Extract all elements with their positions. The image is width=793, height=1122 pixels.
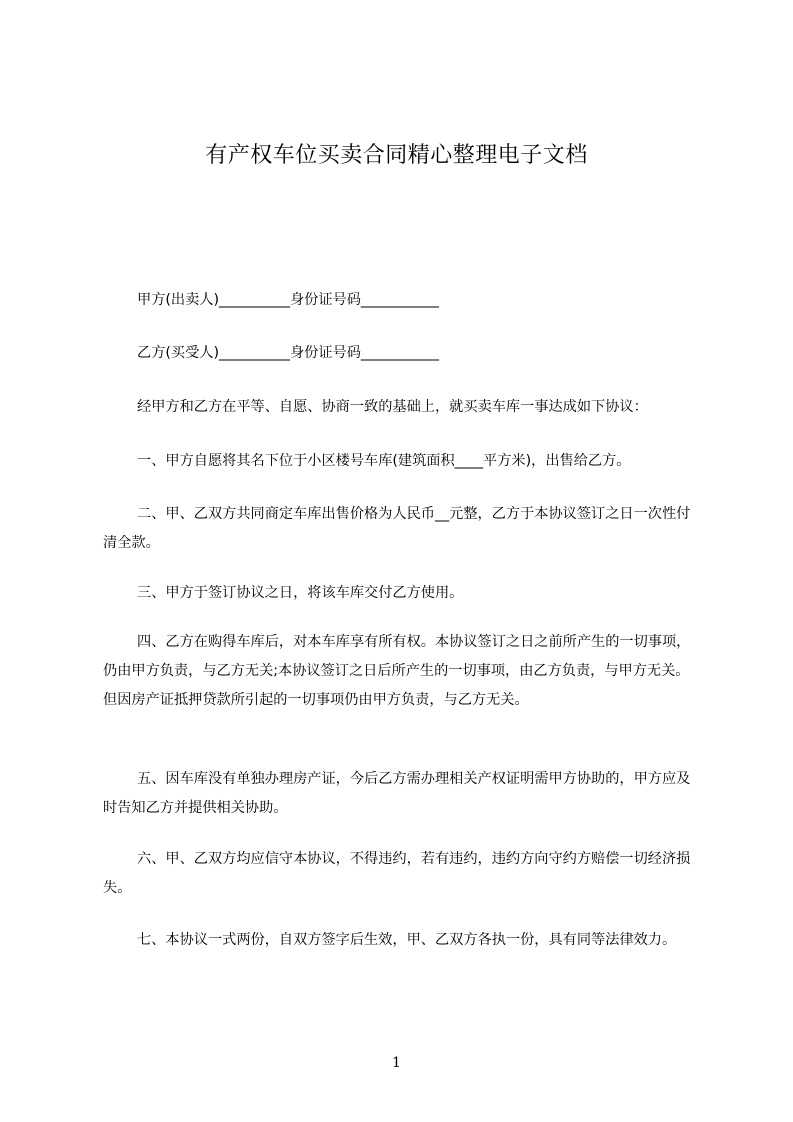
clause-7: 七、本协议一式两份，自双方签字后生效，甲、乙双方各执一份，具有同等法律效力。 bbox=[137, 932, 677, 948]
party-b-line: 乙方(买受人)__________身份证号码___________ bbox=[137, 345, 439, 361]
clause-1: 一、甲方自愿将其名下位于小区楼号车库(建筑面积____平方米)，出售给乙方。 bbox=[137, 453, 631, 469]
clause-3: 三、甲方于签订协议之日，将该车库交付乙方使用。 bbox=[137, 585, 464, 601]
page-number: 1 bbox=[392, 1055, 401, 1071]
document-title: 有产权车位买卖合同精心整理电子文档 bbox=[205, 143, 588, 168]
preamble-paragraph: 经甲方和乙方在平等、自愿、协商一致的基础上，就买卖车库一事达成如下协议： bbox=[137, 399, 648, 415]
clause-6: 六、甲、乙双方均应信守本协议，不得违约，若有违约，违约方向守约方赔偿一切经济损失。 bbox=[103, 851, 691, 896]
party-a-line: 甲方(出卖人)__________身份证号码___________ bbox=[137, 292, 439, 308]
clause-2: 二、甲、乙双方共同商定车库出售价格为人民币__元整，乙方于本协议签订之日一次性付清全款。 bbox=[103, 506, 691, 551]
clause-5: 五、因车库没有单独办理房产证，今后乙方需办理相关产权证明需甲方协助的，甲方应及时告知乙方并提供相关协助。 bbox=[103, 771, 691, 816]
clause-4: 四、乙方在购得车库后，对本车库享有所有权。本协议签订之日之前所产生的一切事项，仍由甲方负责，与乙方无关;本协议签订之日后所产生的一切事项，由乙方负责，与甲方无关。但因房产证抵押贷款所引起的一切事项仍由甲方负责，与乙方无关。 bbox=[103, 634, 691, 708]
